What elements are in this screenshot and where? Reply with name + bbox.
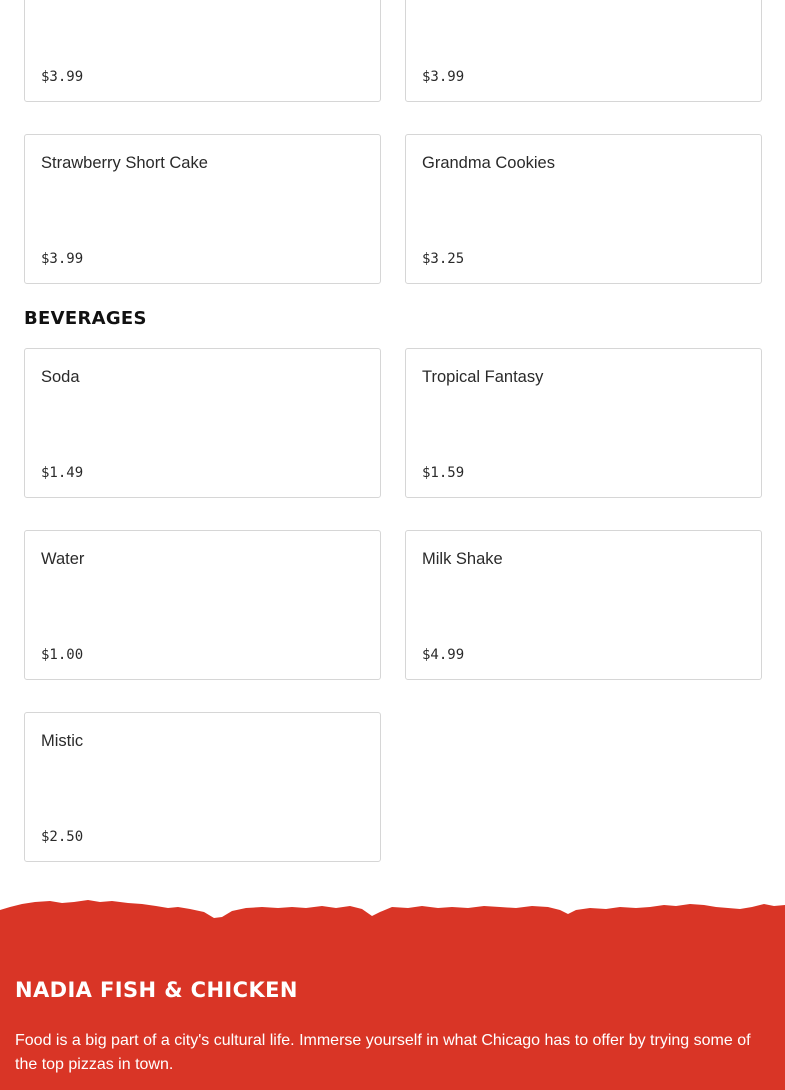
menu-item-card[interactable] xyxy=(405,134,762,284)
menu-item-card[interactable] xyxy=(24,0,381,102)
menu-item-name: Grandma Cookies xyxy=(422,154,555,172)
menu-item-name: Mistic xyxy=(41,732,84,750)
menu-item-price: $3.99 xyxy=(422,69,465,85)
menu-item-card[interactable] xyxy=(405,0,762,102)
menu-item-price: $1.59 xyxy=(422,465,465,481)
footer-brand-title: NADIA FISH & CHICKEN xyxy=(15,978,298,1002)
menu-item-card[interactable] xyxy=(405,348,762,498)
menu-item-card[interactable] xyxy=(24,530,381,680)
menu-item-price: $3.99 xyxy=(41,69,84,85)
menu-item-card[interactable] xyxy=(24,348,381,498)
menu-item-price: $4.99 xyxy=(422,647,465,663)
menu-item-name: Tropical Fantasy xyxy=(422,368,544,386)
menu-item-card[interactable] xyxy=(24,134,381,284)
menu-item-price: $3.25 xyxy=(422,251,465,267)
menu-item-name: Soda xyxy=(41,368,80,386)
menu-item-price: $1.00 xyxy=(41,647,84,663)
menu-item-card[interactable] xyxy=(405,530,762,680)
menu-item-name: Water xyxy=(41,550,85,568)
menu-item-name: Strawberry Short Cake xyxy=(41,154,208,172)
menu-item-name: Milk Shake xyxy=(422,550,503,568)
menu-item-price: $3.99 xyxy=(41,251,84,267)
menu-item-price: $1.49 xyxy=(41,465,84,481)
footer-description: Food is a big part of a city's cultural life. Immerse yourself in what Chicago has to offer by trying some of the top pizzas in town. xyxy=(15,1032,751,1073)
menu-item-card[interactable] xyxy=(24,712,381,862)
menu-item-price: $2.50 xyxy=(41,829,84,845)
section-heading-beverages: BEVERAGES xyxy=(24,308,147,329)
site-footer xyxy=(0,898,785,1090)
